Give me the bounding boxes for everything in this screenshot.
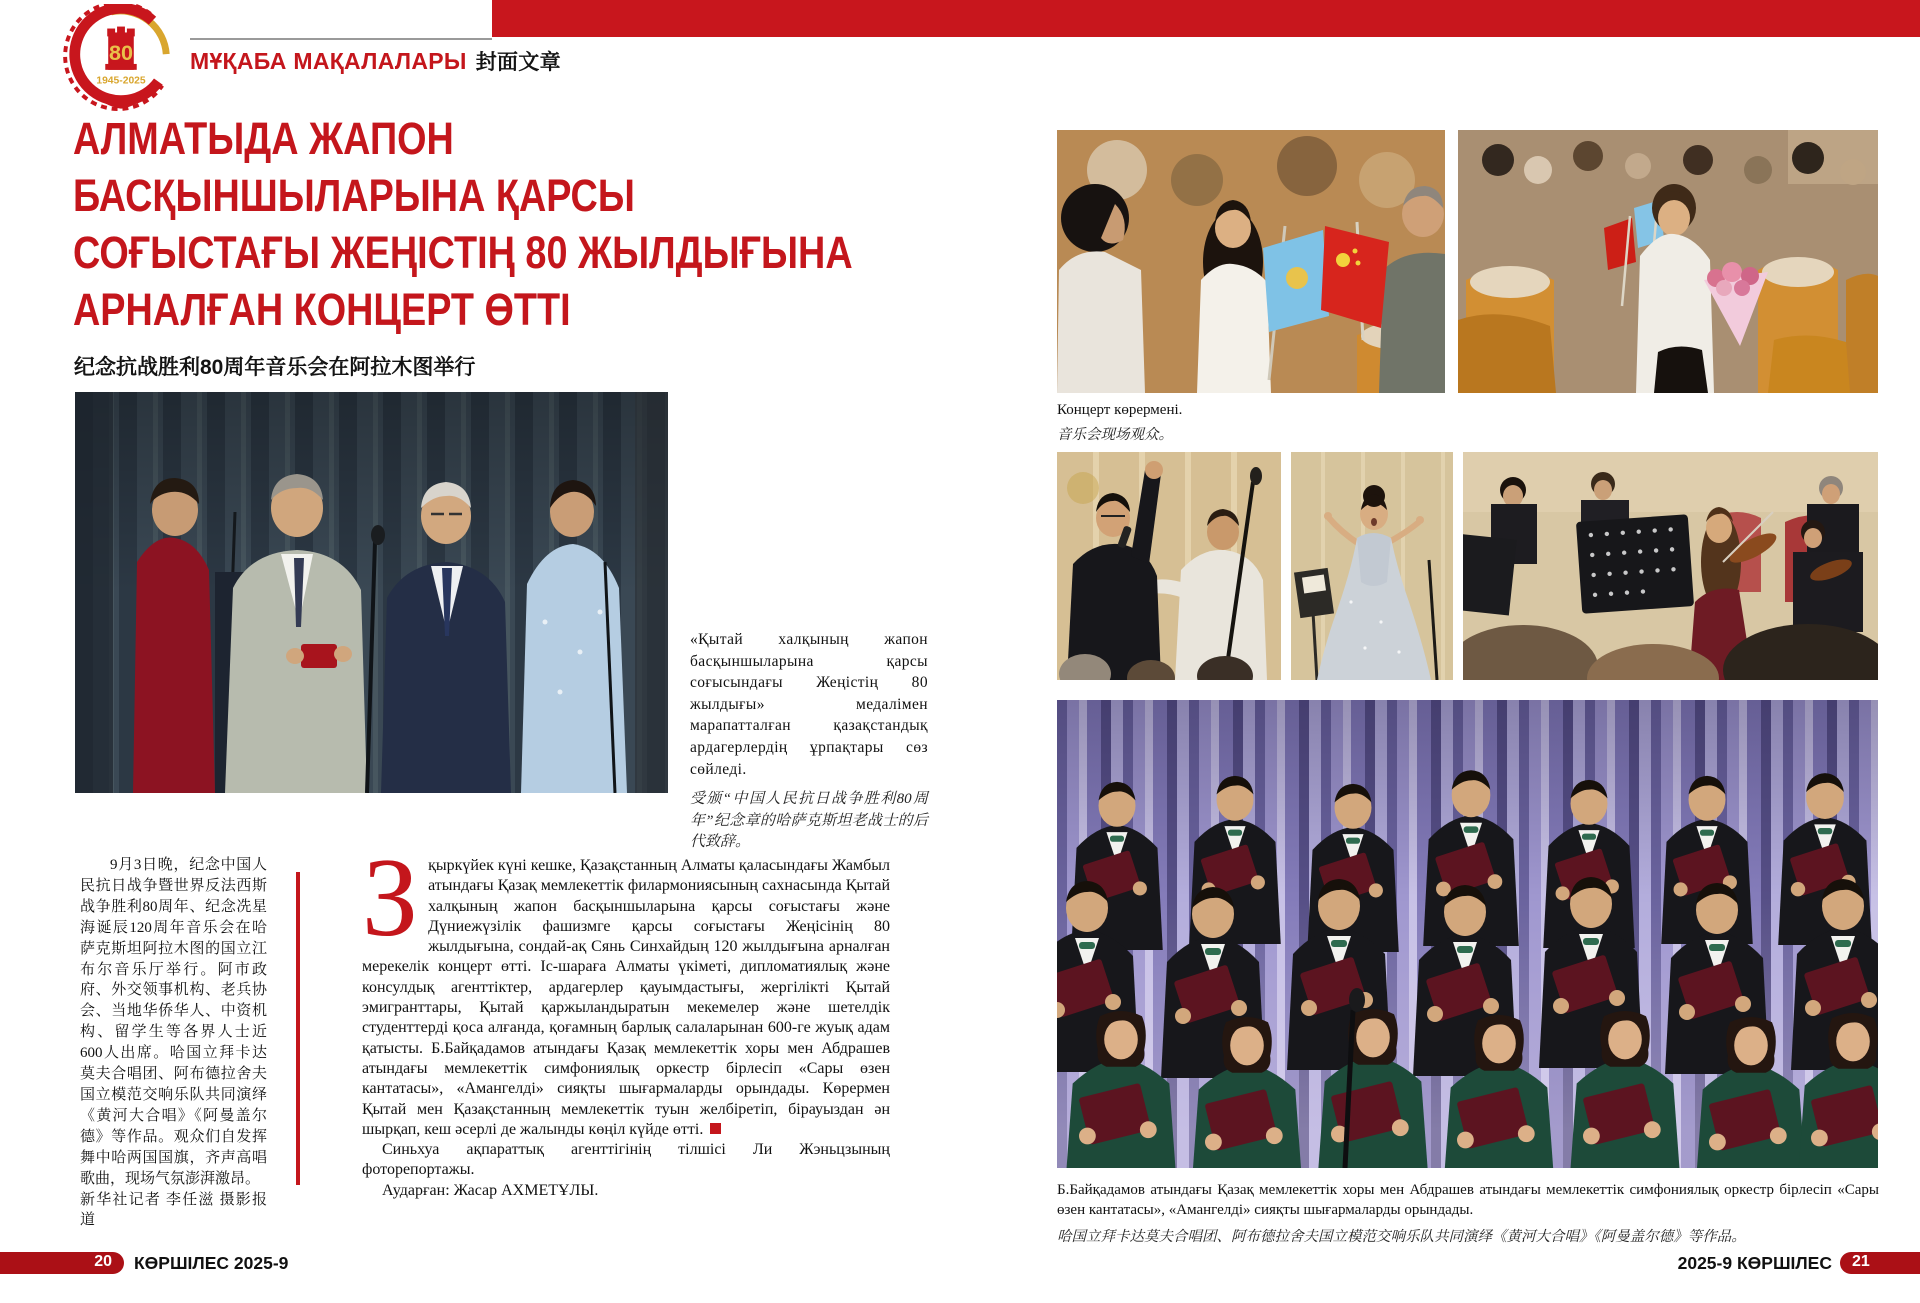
top-caption-chinese: 音乐会现场观众。 [1057,427,1173,443]
bottom-caption-chinese: 哈国立拜卡达莫夫合唱团、阿布德拉舍夫国立模范交响乐队共同演绎《黄河大合唱》《阿曼盖尔德》等作品。 [1057,1229,1746,1245]
issue-number: 2025-9 [1677,1253,1733,1273]
main-photo-caption-chinese: 受颁“中国人民抗日战争胜利80周年”纪念章的哈萨克斯坦老战士的后代致辞。 [690,791,928,851]
photo-award-ceremony [75,392,668,793]
choir-figures [1057,700,1878,1168]
top-red-bar [492,0,1920,37]
main-photo-caption-kazakh: «Қытай халқының жапон басқыншыларына қарсы соғысындағы Жеңістің 80 жылдығы» медалімен марапатталған қазақстандық ардагерлердің ұрпақтары сөз сөйледі. [690,631,928,778]
kazakh-article-body [362,836,890,1201]
bottom-caption-kazakh: Б.Байқадамов атындағы Қазақ мемлекеттік хоры мен Абдрашев атындағы мемлекеттік симфониялық оркестр бірлесіп «Сары өзен кантатасы», «Амангелді» сияқты шығармаларды орындады. [1057,1182,1879,1218]
top-caption-kazakh: Концерт көрермені. [1057,402,1183,418]
headline-line: СОҒЫСТАҒЫ ЖЕҢІСТІҢ 80 ЖЫЛДЫҒЫНА [73,227,853,278]
main-photo-caption [690,629,928,854]
article-headline [73,110,863,338]
bottom-photo-caption [1057,1180,1879,1246]
photo-vocalist-and-conductor [1057,452,1281,680]
magazine-name: КӨРШІЛЕС [134,1253,230,1273]
right-page-number: 21 [1852,1253,1870,1270]
emblem-number: 80 [108,40,134,65]
photo-orchestra-violinists [1463,452,1878,680]
issue-number: 2025-9 [233,1253,289,1273]
80th-anniversary-emblem-icon [62,4,180,116]
section-title-chinese: 封面文章 [475,51,561,74]
left-footer-bar [0,1252,124,1274]
photo-audience-girl-with-flags [1057,130,1445,393]
article-subtitle-chinese: 纪念抗战胜利80周年音乐会在阿拉木图举行 [74,356,476,379]
chinese-article-text: 9月3日晚，纪念中国人民抗日战争暨世界反法西斯战争胜利80周年、纪念冼星海诞辰120周年音乐会在哈萨克斯坦阿拉木图的国立江布尔音乐厅举行。阿市政府、外交领事机构、老兵协会、当地华侨华人、中资机构、留学生等各界人士近600人出席。哈国立拜卡达莫夫合唱团、阿布德拉舍夫国立模范交响乐队共同演绎《黄河大合唱》《阿曼盖尔德》等作品。观众们自发挥舞中哈两国国旗，齐声高唱歌曲，现场气氛澎湃激昂。 [80,857,267,1187]
headline-line: АРНАЛҒАН КОНЦЕРТ ӨТТІ [73,284,571,335]
section-header [190,46,561,76]
photo-audience-woman-with-bouquet [1458,130,1878,393]
emblem-years: 1945-2025 [96,75,146,87]
top-photos-caption [1057,402,1182,444]
right-footer-label [1560,1253,1832,1274]
red-divider-rule [296,872,300,1185]
headline-line: БАСҚЫНШЫЛАРЫНА ҚАРСЫ [73,170,635,221]
end-mark [710,1123,721,1134]
photo-state-choir [1057,700,1878,1168]
chinese-article-byline: 新华社记者 李任滋 摄影报道 [80,1191,267,1229]
left-footer-label [134,1253,288,1274]
photo-soprano-singer [1291,452,1453,680]
section-title-kazakh: МҰҚАБА МАҚАЛАЛАРЫ [190,48,467,74]
headline-line: АЛМАТЫДА ЖАПОН [73,113,454,164]
chinese-article-column [80,855,267,1231]
left-page-number: 20 [94,1253,112,1270]
magazine-name: КӨРШІЛЕС [1736,1253,1832,1273]
body-credit: Синьхуа ақпараттық агенттігінің тілшісі Ли Жэньцзының фоторепортажы. [362,1141,890,1179]
body-text: қыркүйек күні кешке, Қазақстанның Алматы қаласындағы Жамбыл атындағы Қазақ мемлекеттік филармониясының сахнасында Қытай халқының жапон басқыншыларына қарсы соғыстағы және Дүниежүзілік фашизмге қарсы соғыстағы Жеңісінің 80 жылдығына, сондай-ақ Сянь Синхайдың 120 жылдығына арналған мерекелік концерт өтті. Іс-шараға Алматы үкіметі, дипломатиялық және консулдық агенттіктер, ардагерлер қауымдастығы, жергілікті Қытай эмигранттары, Қытай қаржыландыратын мекемелер және шетелдік студенттерді қоса алғанда, қоғамның барлық салаларынан 600-ге жуық адам қатысты. Б.Байқадамов атындағы Қазақ мемлекеттік хоры мен Абдрашев атындағы мемлекеттік симфониялық оркестр бірлесіп «Сары өзен кантатасы», «Амангелді» сияқты шығармаларды орындады. Көрермен Қытай мен Қазақстанның мемлекеттік туын желбіретіп, бірауыздан ән шырқап, кеш әсерлі де жалынды көңіл күйде өтті. [362,857,890,1138]
body-translator: Аударған: Жасар АХМЕТҰЛЫ. [382,1181,599,1199]
drop-cap: З [362,836,419,960]
right-footer-bar [1840,1252,1920,1274]
body-paragraph [362,836,890,1140]
header-rule [190,38,492,40]
